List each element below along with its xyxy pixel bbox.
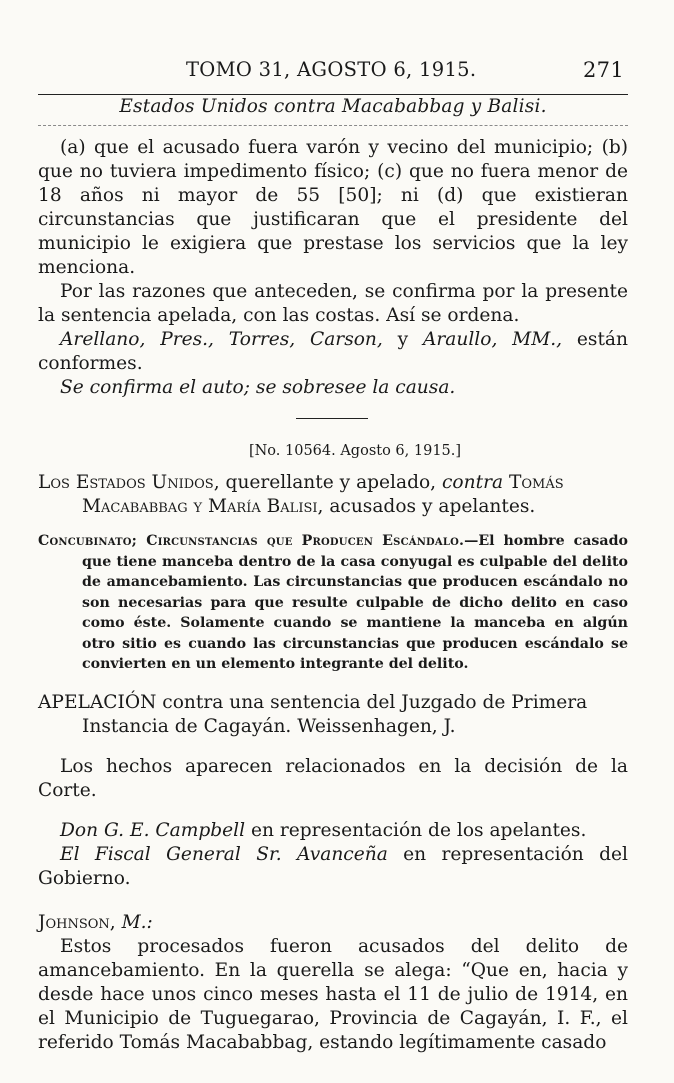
case-separator xyxy=(296,418,368,419)
appeal-line xyxy=(38,691,628,739)
appeal-heading: APELACIÓN xyxy=(38,691,157,713)
opinion-paragraph: Estos procesados fueron acusados del delito de amancebamiento. En la querella se alega: “Que en, hacia y desde hace unos cinco meses hasta el 11 de julio de 1914, en el Municipio de Tuguegarao, Provincia de Cagayán, I. F., el referido Tomás Macababbag, estando legítimamente casado xyxy=(38,935,628,1053)
syllabus-body: —El hombre casado que tiene manceba dentro de la casa conyugal es culpable del delito de amancebamiento. Las circunstancias que producen escándalo no son necesarias para que resulte culpable de dicho delito en caso como éste. Solamente cuando se mantiene la manceba en algún otro sitio es cuando las circunstancias que producen escándalo se convierten en un elemento integrante del delito. xyxy=(82,533,628,672)
concurrence-text: están conformes. xyxy=(38,329,628,374)
concurring-justices: Arellano, Pres., Torres, Carson, xyxy=(60,329,383,350)
counsel-appellants xyxy=(38,819,628,843)
counsel-appellants-name: Don G. E. Campbell xyxy=(60,819,246,841)
concurrence-conjunction: y xyxy=(382,329,423,350)
counsel-government xyxy=(38,843,628,891)
page-header xyxy=(38,54,628,94)
document-page xyxy=(38,0,628,1055)
contra-word: contra xyxy=(442,472,504,493)
prev-case-disposition xyxy=(38,376,628,400)
volume-title: TOMO 31, AGOSTO 6, 1915. xyxy=(186,58,477,81)
facts-paragraph: Los hechos aparecen relacionados en la decisión de la Corte. xyxy=(38,755,628,801)
syllabus xyxy=(38,531,628,675)
counsel-government-name: El Fiscal General Sr. Avanceña xyxy=(60,843,388,865)
judge-line xyxy=(38,911,628,935)
defendants: Tomás Macababbag y María Balisi, xyxy=(82,472,564,517)
plaintiff: Los Estados Unidos, xyxy=(38,472,220,493)
page-number: 271 xyxy=(583,58,624,82)
prev-case-concurrence xyxy=(38,328,628,376)
plaintiff-role: querellante y apelado, xyxy=(219,472,443,493)
counsel-government-text: en representación del Gobierno. xyxy=(38,843,628,889)
disposition-text: Se confirma el auto; se sobresee la causa. xyxy=(60,377,456,398)
defendants-role: acusados y apelantes. xyxy=(323,496,536,517)
judge-title: M.: xyxy=(115,911,153,933)
docket-line: [No. 10564. Agosto 6, 1915.] xyxy=(248,443,462,459)
running-title-rule xyxy=(38,125,628,126)
header-rule xyxy=(38,94,628,95)
case-parties xyxy=(38,471,628,519)
syllabus-heading: Concubinato; Circunstancias que Producen Escándalo. xyxy=(38,533,465,549)
prev-case-paragraph-1: (a) que el acusado fuera varón y vecino del municipio; (b) que no tuviera impedimento físico; (c) que no fuera menor de 18 años ni mayor de 55 [50]; ni (d) que existieran circunstancias que justificaran que el presidente del municipio le exigiera que prestase los servicios que la ley menciona. xyxy=(38,137,628,278)
prev-case-paragraph-2: Por las razones que anteceden, se confirma por la presente la sentencia apelada, con las costas. Así se ordena. xyxy=(38,281,628,326)
running-title: Estados Unidos contra Macababbag y Balisi. xyxy=(119,96,547,117)
appeal-text: contra una sentencia del Juzgado de Primera Instancia de Cagayán. Weissenhagen, J. xyxy=(82,691,588,737)
judge-name: Johnson, xyxy=(38,911,116,933)
concurring-justices-2: Araullo, MM., xyxy=(422,329,563,350)
counsel-appellants-text: en representación de los apelantes. xyxy=(245,819,587,841)
